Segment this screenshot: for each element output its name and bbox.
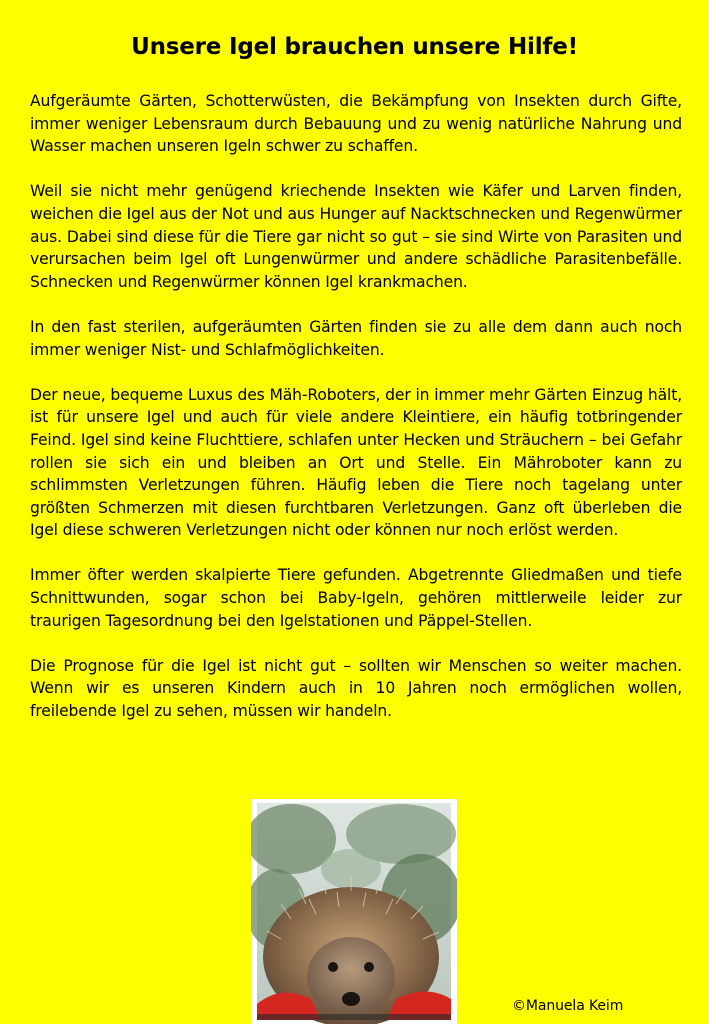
hedgehog-photo <box>251 799 457 1024</box>
paragraph-4: Der neue, bequeme Luxus des Mäh-Roboters, der in immer mehr Gärten Einzug hält, ist für unsere Igel und auch für viele andere Kleintiere, ein häufig totbringender Feind. Igel sind keine Fluchttiere, schlafen unter Hecken und Sträuchern – bei Gefahr rollen sie sich ein und bleiben an Ort und Stelle. Ein Mähroboter kann zu schlimmsten Verletzungen führen. Häufig leben die Tiere noch tagelang unter größten Schmerzen mit diesen furchtbaren Verletzungen. Ganz oft überleben die Igel diese schweren Verletzungen nicht oder können nur noch erlöst werden. <box>30 385 682 540</box>
paragraph-3: In den fast sterilen, aufgeräumten Gärten finden sie zu alle dem dann auch noch immer weniger Nist- und Schlafmöglichkeiten. <box>30 317 682 359</box>
paragraph-1: Aufgeräumte Gärten, Schotterwüsten, die Bekämpfung von Insekten durch Gifte, immer weniger Lebensraum durch Bebauung und zu wenig natürliche Nahrung und Wasser machen unseren Igeln schwer zu schaffen. <box>30 92 682 156</box>
photo-credit: ©Manuela Keim <box>512 998 624 1014</box>
page-title: Unsere Igel brauchen unsere Hilfe! <box>131 34 578 60</box>
paragraph-5: Immer öfter werden skalpierte Tiere gefunden. Abgetrennte Gliedmaßen und tiefe Schnittwunden, sogar schon bei Baby-Igeln, gehören mittlerweile leider zur traurigen Tagesordnung bei den Igelstationen und Päppel-Stellen. <box>30 566 682 630</box>
paragraph-2: Weil sie nicht mehr genügend kriechende Insekten wie Käfer und Larven finden, weichen die Igel aus der Not und aus Hunger auf Nacktschnecken und Regenwürmer aus. Dabei sind diese für die Tiere gar nicht so gut – sie sind Wirte von Parasiten und verursachen beim Igel oft Lungenwürmer und andere schädliche Parasitenbefälle. Schnecken und Regenwürmer können Igel krankmachen. <box>30 182 682 291</box>
paragraph-6: Die Prognose für die Igel ist nicht gut – sollten wir Menschen so weiter machen. Wenn wir es unseren Kindern auch in 10 Jahren noch ermöglichen wollen, freilebende Igel zu sehen, müssen wir handeln. <box>30 656 682 721</box>
body-text <box>30 90 682 745</box>
